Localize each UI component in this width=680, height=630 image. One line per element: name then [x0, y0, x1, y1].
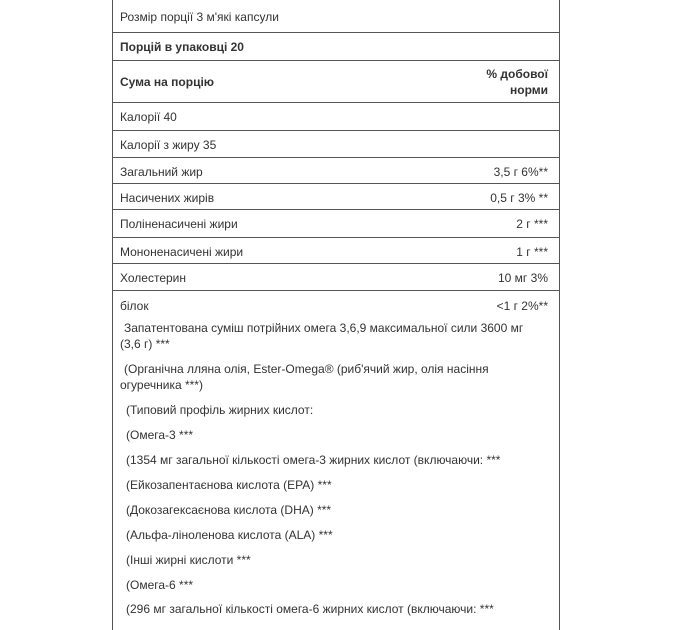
- ala: (Альфа-ліноленова кислота (ALA) ***: [126, 528, 333, 542]
- monounsaturated-fat-label: Мононенасичені жири: [120, 245, 244, 259]
- cholesterol-row: [113, 264, 559, 291]
- polyunsaturated-fat-value: 2 г ***: [516, 217, 548, 231]
- protein-value: <1 г 2%**: [496, 299, 548, 313]
- monounsaturated-fat-value: 1 г ***: [516, 245, 548, 259]
- protein-label: білок: [120, 299, 149, 313]
- fatty-acid-profile: (Типовий профіль жирних кислот:: [126, 403, 314, 417]
- oils-line-1: (Органічна лляна олія, Ester-Omega® (риб'ячий жир, олія насіння: [124, 362, 489, 376]
- servings-per-container-row: [113, 33, 559, 61]
- calories-from-fat-label: Калорії з жиру 35: [120, 138, 217, 152]
- calories-row: [113, 103, 559, 131]
- cholesterol-label: Холестерин: [120, 271, 186, 285]
- epa: (Ейкозапентаєнова кислота (EPA) ***: [126, 478, 332, 492]
- protein-row: [113, 291, 559, 320]
- supplement-facts-panel: [112, 0, 560, 630]
- saturated-fat-row: [113, 184, 559, 210]
- servings-per-container-label: Порцій в упаковці 20: [120, 40, 244, 54]
- blend-line-2: (3,6 г) ***: [120, 337, 170, 351]
- calories-from-fat-row: [113, 131, 559, 158]
- omega-3-total: (1354 мг загальної кількості омега-3 жирних кислот (включаючи: ***: [126, 453, 501, 467]
- amount-per-serving-label: Сума на порцію: [120, 75, 215, 89]
- saturated-fat-value: 0,5 г 3% **: [490, 191, 548, 205]
- monounsaturated-fat-row: [113, 238, 559, 264]
- daily-value-header-line2: норми: [509, 83, 548, 97]
- calories-label: Калорії 40: [120, 110, 177, 124]
- blend-line-1: Запатентована суміш потрійних омега 3,6,9 максимальної сили 3600 мг: [124, 321, 524, 335]
- oils-line-2: огуречника ***): [120, 378, 203, 392]
- dha: (Докозагексаєнова кислота (DHA) ***: [126, 503, 332, 517]
- cholesterol-value: 10 мг 3%: [498, 271, 548, 285]
- omega-3: (Омега-3 ***: [126, 428, 194, 442]
- omega-6: (Омега-6 ***: [126, 578, 194, 592]
- amount-per-serving-header-row: [113, 61, 559, 103]
- daily-value-header-line1: % добової: [486, 67, 548, 81]
- serving-size-row: [113, 0, 559, 33]
- serving-size-label: Розмір порції 3 м'які капсули: [120, 10, 279, 24]
- total-fat-label: Загальний жир: [120, 165, 203, 179]
- omega-6-total: (296 мг загальної кількості омега-6 жирних кислот (включаючи: ***: [126, 602, 494, 616]
- saturated-fat-label: Насичених жирів: [120, 191, 215, 205]
- polyunsaturated-fat-label: Поліненасичені жири: [120, 217, 238, 231]
- other-fatty-acids: (Інші жирні кислоти ***: [126, 553, 251, 567]
- polyunsaturated-fat-row: [113, 210, 559, 238]
- total-fat-row: [113, 158, 559, 184]
- total-fat-value: 3,5 г 6%**: [493, 165, 548, 179]
